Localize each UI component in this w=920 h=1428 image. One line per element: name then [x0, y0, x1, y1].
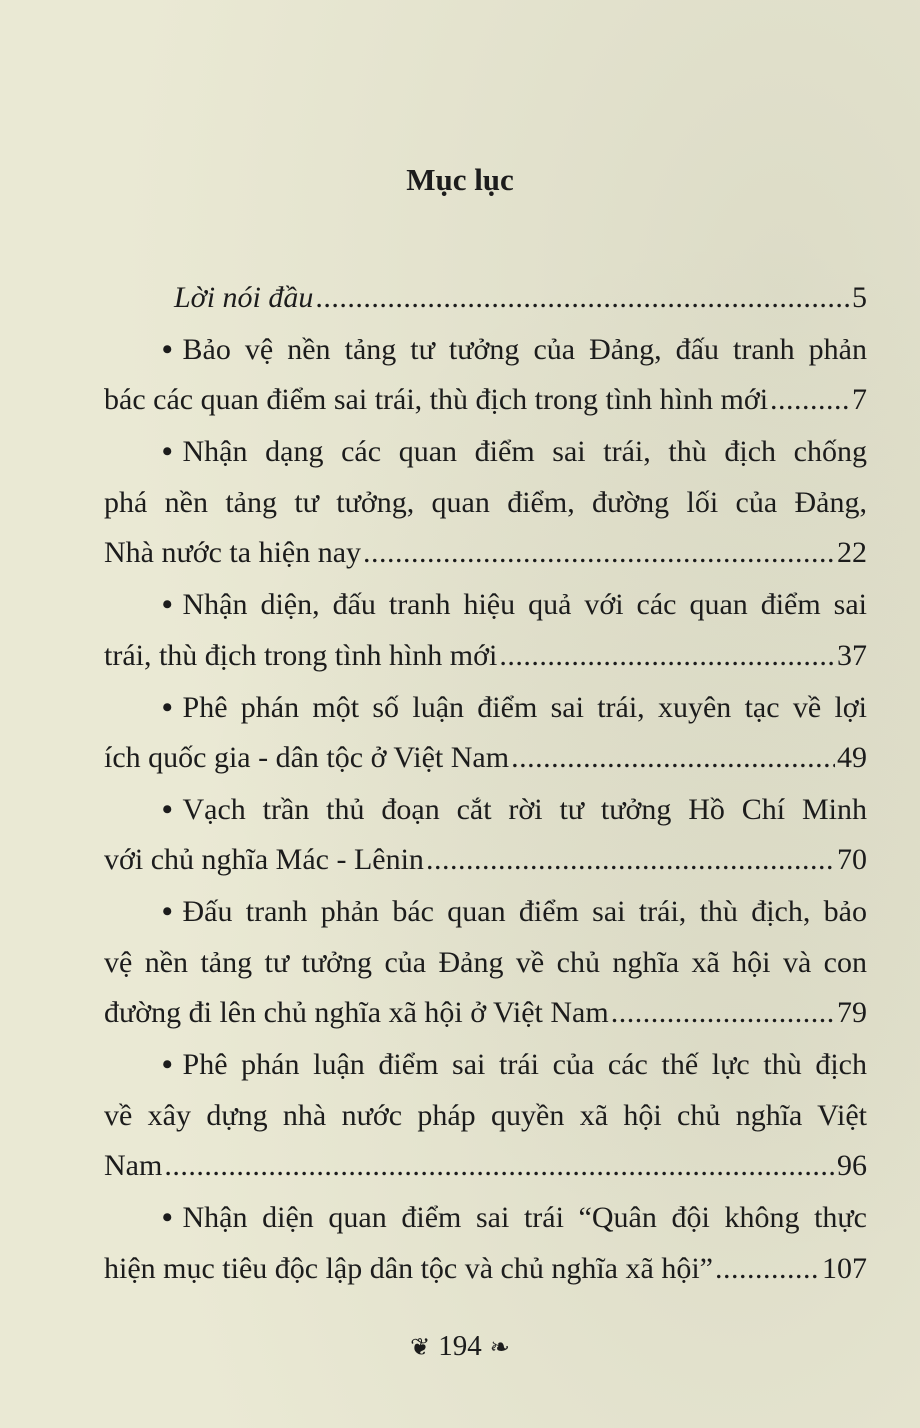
- bullet-icon: •: [162, 1048, 173, 1082]
- toc-entry-text: Vạch trần thủ đoạn cắt rời tư tưởng Hồ Chí Minh: [182, 792, 867, 826]
- toc-entry-title: hiện mục tiêu độc lập dân tộc và chủ nghĩa xã hội”: [104, 1251, 713, 1285]
- dot-leader: [715, 1244, 820, 1295]
- toc-entry-last-line: [104, 988, 867, 1039]
- toc-entry-line: [104, 1091, 867, 1142]
- toc-entry-last-line: [104, 631, 867, 682]
- toc-entry-last-line: [104, 528, 867, 579]
- toc-entry: [104, 1193, 867, 1294]
- toc-entry-text: về xây dựng nhà nước pháp quyền xã hội chủ nghĩa Việt: [104, 1098, 867, 1132]
- toc-entry-line: [104, 1040, 867, 1091]
- page-footer: [0, 1326, 920, 1368]
- toc-entry-line: [104, 938, 867, 989]
- toc-entry: [104, 325, 867, 426]
- toc-entry-text: phá nền tảng tư tưởng, quan điểm, đường lối của Đảng,: [104, 485, 867, 519]
- toc-entry-page: 7: [852, 383, 867, 417]
- table-of-contents: [104, 273, 867, 1296]
- toc-entry-title: với chủ nghĩa Mác - Lênin: [104, 843, 424, 877]
- toc-entry-last-line: [104, 273, 867, 324]
- dot-leader: [315, 273, 850, 324]
- dot-leader: [363, 528, 835, 579]
- bullet-icon: •: [162, 895, 173, 929]
- dot-leader: [770, 375, 850, 426]
- toc-entry: [104, 887, 867, 1039]
- toc-entry: [104, 273, 867, 324]
- dot-leader: [511, 733, 835, 784]
- toc-entry-line: [104, 478, 867, 529]
- toc-entry-line: [104, 785, 867, 836]
- toc-entry-page: 37: [837, 638, 867, 672]
- bullet-icon: •: [162, 1201, 173, 1235]
- dot-leader: [426, 835, 835, 886]
- ornament-right-icon: ❧: [489, 1335, 510, 1361]
- toc-entry-page: 107: [822, 1251, 867, 1285]
- toc-entry-title: Nhà nước ta hiện nay: [104, 536, 362, 570]
- toc-entry: [104, 580, 867, 681]
- toc-entry-page: 49: [837, 741, 867, 775]
- toc-entry: [104, 785, 867, 886]
- toc-entry-page: 79: [837, 996, 867, 1030]
- toc-entry: [104, 427, 867, 579]
- toc-entry: [104, 683, 867, 784]
- toc-entry-page: 70: [837, 843, 867, 877]
- bullet-icon: •: [162, 690, 173, 724]
- toc-entry-last-line: [104, 1244, 867, 1295]
- bullet-icon: •: [162, 332, 173, 366]
- toc-entry-page: 96: [837, 1149, 867, 1183]
- ornament-left-icon: ❦: [410, 1335, 431, 1361]
- toc-entry-last-line: [104, 733, 867, 784]
- dot-leader: [499, 631, 835, 682]
- toc-entry-line: [104, 427, 867, 478]
- toc-entry: [104, 1040, 867, 1192]
- toc-entry-title: trái, thù địch trong tình hình mới: [104, 638, 498, 672]
- toc-entry-page: 22: [837, 536, 867, 570]
- toc-entry-title: bác các quan điểm sai trái, thù địch trong tình hình mới: [104, 383, 769, 417]
- bullet-icon: •: [162, 792, 173, 826]
- toc-entry-title: ích quốc gia - dân tộc ở Việt Nam: [104, 741, 510, 775]
- page-title: Mục lục: [406, 162, 514, 197]
- bullet-icon: •: [162, 588, 173, 622]
- toc-entry-text: Nhận dạng các quan điểm sai trái, thù địch chống: [182, 435, 867, 469]
- dot-leader: [164, 1141, 835, 1192]
- toc-entry-line: [104, 887, 867, 938]
- toc-entry-line: [104, 325, 867, 376]
- toc-entry-line: [104, 683, 867, 734]
- page-number: 194: [438, 1330, 482, 1362]
- bullet-icon: •: [162, 435, 173, 469]
- toc-entry-page: 5: [852, 281, 867, 314]
- toc-entry-text: Phê phán luận điểm sai trái của các thế lực thù địch: [182, 1048, 867, 1082]
- toc-entry-last-line: [104, 375, 867, 426]
- toc-entry-title: Lời nói đầu: [174, 281, 314, 314]
- toc-entry-text: Nhận diện, đấu tranh hiệu quả với các quan điểm sai: [182, 588, 867, 622]
- dot-leader: [611, 988, 835, 1039]
- toc-entry-line: [104, 580, 867, 631]
- toc-entry-text: Bảo vệ nền tảng tư tưởng của Đảng, đấu tranh phản: [182, 332, 867, 366]
- toc-entry-last-line: [104, 1141, 867, 1192]
- toc-entry-title: đường đi lên chủ nghĩa xã hội ở Việt Nam: [104, 996, 609, 1030]
- toc-entry-last-line: [104, 835, 867, 886]
- toc-entry-line: [104, 1193, 867, 1244]
- toc-entry-text: Đấu tranh phản bác quan điểm sai trái, thù địch, bảo: [182, 895, 867, 929]
- toc-entry-title: Nam: [104, 1149, 163, 1183]
- toc-entry-text: vệ nền tảng tư tưởng của Đảng về chủ nghĩa xã hội và con: [104, 945, 867, 979]
- toc-entry-text: Phê phán một số luận điểm sai trái, xuyên tạc về lợi: [182, 690, 867, 724]
- toc-entry-text: Nhận diện quan điểm sai trái “Quân đội không thực: [182, 1201, 867, 1235]
